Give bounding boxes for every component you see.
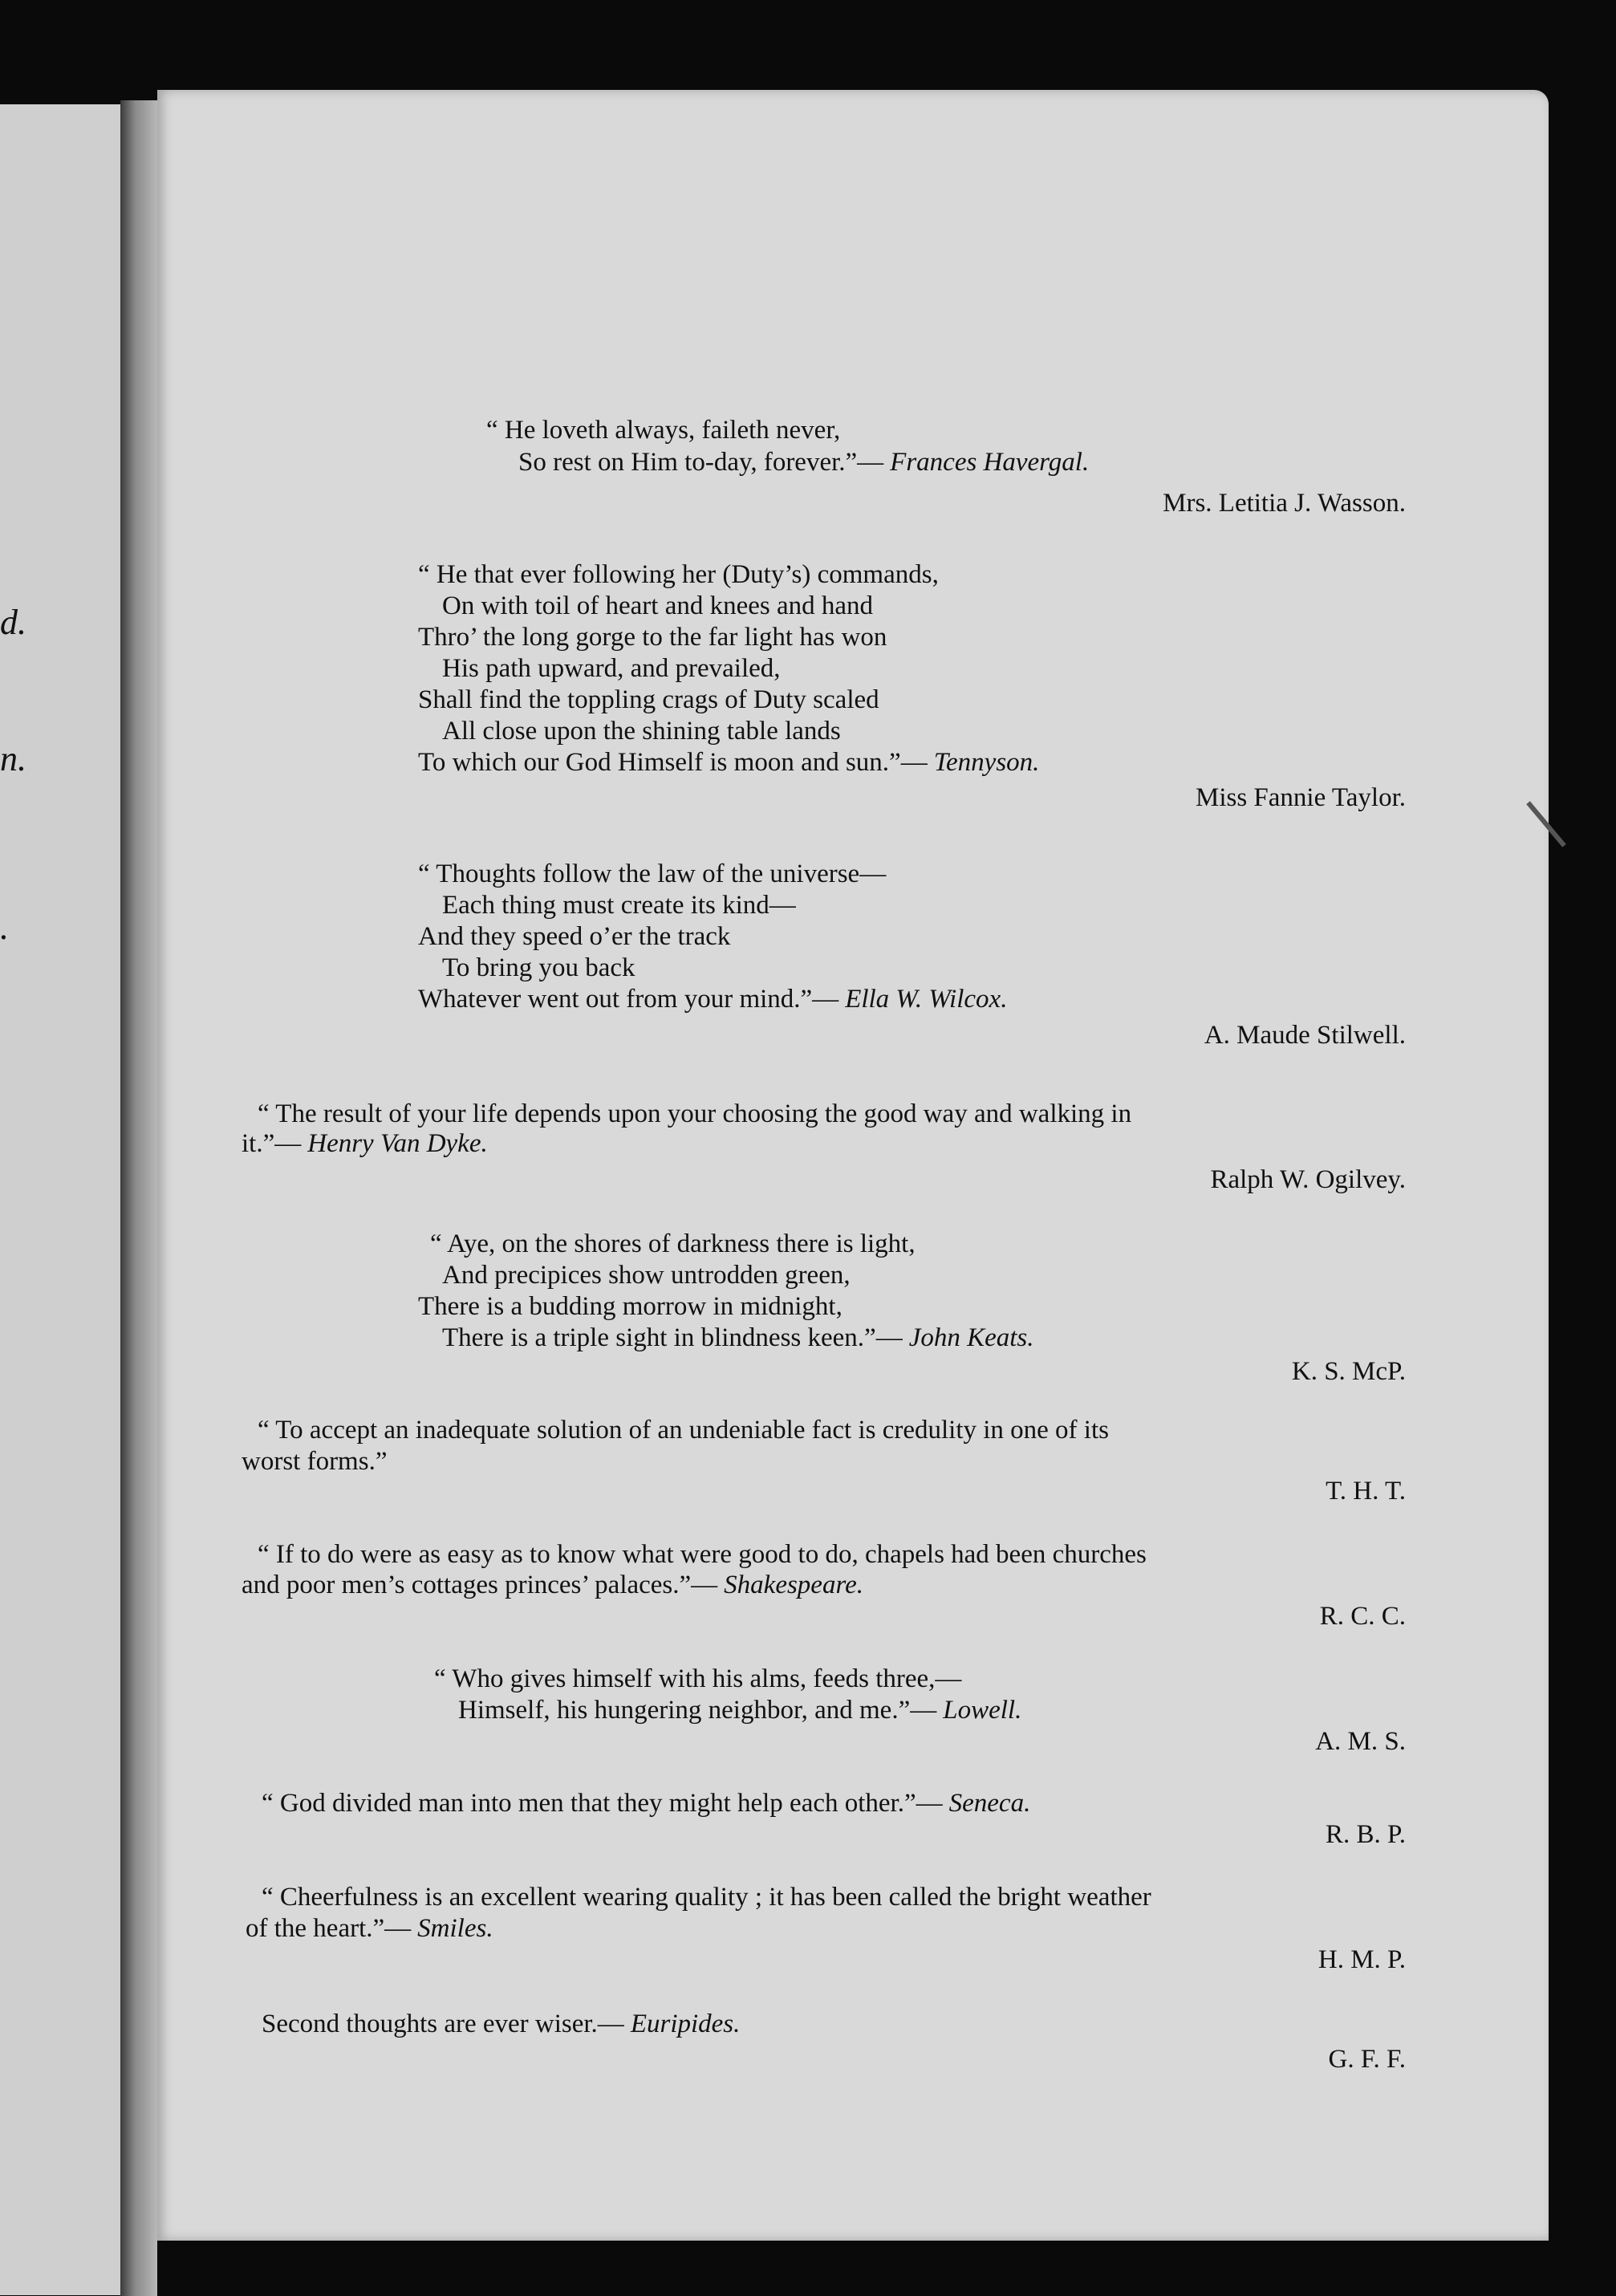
quotation-author: Euripides. [630,2010,741,2038]
contributor-signature: A. Maude Stilwell. [1204,1021,1406,1050]
quotation-line [430,1228,916,1260]
left-page-edge [0,104,120,2295]
quotation-line [442,652,781,685]
quotation-line [434,1663,961,1695]
quotation-text: and poor men’s cottages princes’ palaces.”— [242,1571,718,1599]
quotation-line [242,1445,387,1477]
quotation-text: of the heart.”— [246,1914,412,1943]
quotation-line [418,684,879,716]
quotation-line [418,920,730,953]
quotation-text: Each thing must create its kind— [442,891,796,920]
quotation-text: “ Cheerfulness is an excellent wearing quality ; it has been called the bright weather [262,1883,1151,1912]
quotation-author: Seneca. [948,1789,1031,1818]
quotation-author: Frances Havergal. [890,448,1090,477]
quotation-text: There is a triple sight in blindness keen.”— [442,1323,903,1352]
quotation-line [418,746,1039,778]
quotation-text: Whatever went out from your mind.”— [418,985,839,1014]
quotation-text: So rest on Him to-day, forever.”— [518,448,884,477]
quotation-line [258,1098,1131,1130]
quotation-author: Shakespeare. [724,1571,863,1599]
quotation-line [262,2008,740,2040]
quotation-author: Smiles. [417,1914,493,1943]
quotation-text: “ The result of your life depends upon your choosing the good way and walking in [258,1099,1132,1128]
page-edge-mark [1526,801,1566,847]
quotation-text: And precipices show untrodden green, [442,1261,851,1290]
quotation-line [258,1414,1109,1446]
quotation-author: Henry Van Dyke. [307,1129,488,1158]
quotation-line [442,590,873,622]
left-page-fragment: n. [0,739,26,778]
quotation-text: To bring you back [442,953,635,982]
left-page-fragment: d. [0,603,26,642]
quotation-line [418,621,887,653]
quotation-text: Thro’ the long gorge to the far light has won [418,623,887,652]
quotation-text: Shall find the toppling crags of Duty scaled [418,685,879,714]
quotation-line [458,1694,1021,1726]
quotation-author: Tennyson. [933,748,1040,777]
quotation-line [442,889,796,921]
quotation-text: Himself, his hungering neighbor, and me.”— [458,1696,937,1725]
quotation-line [262,1787,1030,1819]
contributor-signature: Miss Fannie Taylor. [1195,783,1406,812]
contributor-signature: Mrs. Letitia J. Wasson. [1163,489,1406,518]
quotation-text: All close upon the shining table lands [442,717,841,746]
book-page [157,90,1549,2241]
contributor-signature: A. M. S. [1315,1727,1406,1756]
contributor-signature: G. F. F. [1328,2045,1406,2074]
quotation-line [258,1538,1147,1571]
quotation-line [442,1259,851,1291]
quotation-line [418,559,939,591]
quotation-text: “ To accept an inadequate solution of an undeniable fact is credulity in one of its [258,1416,1109,1445]
contributor-signature: R. B. P. [1326,1820,1406,1849]
quotation-line [442,715,841,747]
quotation-line [442,1322,1034,1354]
contributor-signature: R. C. C. [1319,1602,1406,1631]
quotation-line [442,952,635,984]
quotation-line [262,1881,1151,1913]
quotation-line [518,446,1089,478]
quotation-text: worst forms.” [242,1447,388,1476]
quotation-text: “ If to do were as easy as to know what were good to do, chapels had been churches [258,1540,1147,1569]
quotation-line [242,1128,488,1160]
contributor-signature: T. H. T. [1326,1477,1406,1506]
quotation-text: “ He loveth always, faileth never, [486,416,841,445]
contributor-signature: K. S. McP. [1291,1357,1406,1386]
quotation-text: And they speed o’er the track [418,922,731,951]
quotation-text: “ He that ever following her (Duty’s) commands, [418,560,939,589]
quotation-line [242,1569,863,1601]
quotation-text: His path upward, and prevailed, [442,654,781,683]
book-gutter [120,100,157,2296]
quotation-line [418,858,886,890]
quotation-text: “ Thoughts follow the law of the universe— [418,859,887,888]
quotation-text: Second thoughts are ever wiser.— [262,2010,624,2038]
quotation-line [418,1290,843,1323]
quotation-text: it.”— [242,1129,302,1158]
quotation-author: Lowell. [943,1696,1022,1725]
left-page-fragment: . [0,908,9,947]
contributor-signature: H. M. P. [1318,1945,1406,1974]
contributor-signature: Ralph W. Ogilvey. [1210,1165,1406,1194]
quotation-text: To which our God Himself is moon and sun.”— [418,748,928,777]
quotation-author: Ella W. Wilcox. [845,985,1008,1014]
quotation-line [246,1912,493,1944]
quotation-line [486,414,840,446]
quotation-text: “ God divided man into men that they might help each other.”— [262,1789,943,1818]
quotation-text: “ Who gives himself with his alms, feeds three,— [434,1664,962,1693]
quotation-line [418,983,1007,1015]
quotation-text: On with toil of heart and knees and hand [442,591,874,620]
quotation-text: “ Aye, on the shores of darkness there is light, [430,1229,916,1258]
quotation-text: There is a budding morrow in midnight, [418,1292,843,1321]
quotation-author: John Keats. [908,1323,1034,1352]
